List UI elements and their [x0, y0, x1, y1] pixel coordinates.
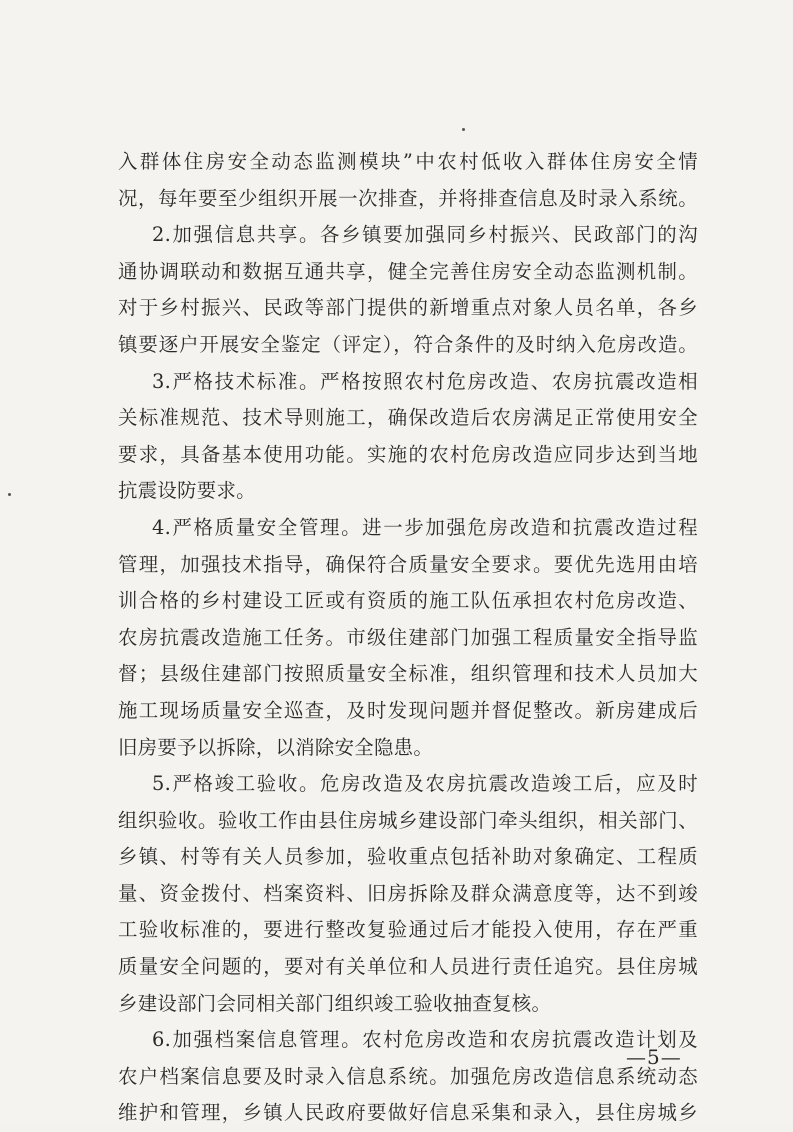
text-line: 农房抗震改造施工任务。市级住建部门加强工程质量安全指导监 [118, 625, 698, 649]
text-line: 要求，具备基本使用功能。实施的农村危房改造应同步达到当地 [118, 442, 698, 466]
text-line: 督；县级住建部门按照质量安全标准，组织管理和技术人员加大 [118, 662, 698, 686]
text-line: 镇要逐户开展安全鉴定（评定），符合条件的及时纳入危房改造。 [118, 332, 698, 356]
section-heading-line: 5.严格竣工验收。危房改造及农房抗震改造竣工后，应及时 [152, 772, 698, 796]
text-line: 维护和管理，乡镇人民政府要做好信息采集和录入，县住房城乡 [118, 1101, 698, 1125]
text-line: 施工现场质量安全巡查，及时发现问题并督促整改。新房建成后 [118, 698, 698, 722]
text-line: 通协调联动和数据互通共享，健全完善住房安全动态监测机制。 [118, 259, 698, 283]
text-line: 关标准规范、技术导则施工，确保改造后农房满足正常使用安全 [118, 406, 698, 430]
text-line: 农户档案信息要及时录入信息系统。加强危房改造信息系统动态 [118, 1064, 698, 1088]
text-line: 训合格的乡村建设工匠或有资质的施工队伍承担农村危房改造、 [118, 589, 698, 613]
text-line: 旧房要予以拆除，以消除安全隐患。 [118, 735, 434, 759]
section-heading-line: 2.加强信息共享。各乡镇要加强同乡村振兴、民政部门的沟 [152, 223, 698, 247]
scan-speck [462, 128, 465, 131]
text-line: 量、资金拨付、档案资料、旧房拆除及群众满意度等，达不到竣 [118, 881, 698, 905]
section-heading-line: 4.严格质量安全管理。进一步加强危房改造和抗震改造过程 [152, 515, 698, 539]
section-heading-line: 6.加强档案信息管理。农村危房改造和农房抗震改造计划及 [152, 1028, 698, 1052]
body-text [118, 144, 698, 1132]
section-heading-line: 3.严格技术标准。严格按照农村危房改造、农房抗震改造相 [152, 369, 698, 393]
text-line: 抗震设防要求。 [118, 479, 256, 503]
text-line: 乡镇、村等有关人员参加，验收重点包括补助对象确定、工程质 [118, 845, 698, 869]
page-number: —5— [626, 1045, 682, 1069]
text-line: 入群体住房安全动态监测模块”中农村低收入群体住房安全情 [118, 150, 698, 173]
text-line: 质量安全问题的，要对有关单位和人员进行责任追究。县住房城 [118, 955, 698, 979]
text-line: 况，每年要至少组织开展一次排查，并将排查信息及时录入系统。 [118, 186, 698, 210]
text-line: 工验收标准的，要进行整改复验通过后才能投入使用，存在严重 [118, 918, 698, 942]
text-line: 对于乡村振兴、民政等部门提供的新增重点对象人员名单，各乡 [118, 296, 698, 320]
text-line: 组织验收。验收工作由县住房城乡建设部门牵头组织，相关部门、 [118, 808, 698, 832]
text-line: 管理，加强技术指导，确保符合质量安全要求。要优先选用由培 [118, 552, 698, 576]
scan-speck [8, 493, 11, 496]
text-line: 乡建设部门会同相关部门组织竣工验收抽查复核。 [118, 991, 552, 1015]
